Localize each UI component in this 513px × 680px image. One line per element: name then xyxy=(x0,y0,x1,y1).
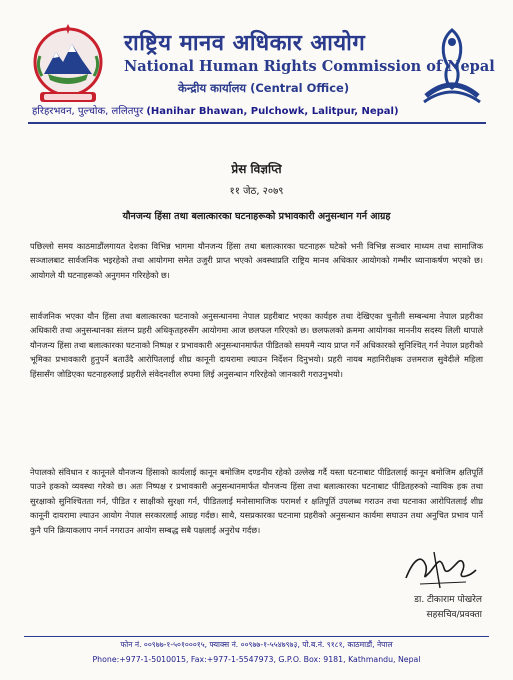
office-label: केन्द्रीय कार्यालय (Central Office) xyxy=(178,81,350,95)
footer-contact-nepali: फोन नं. ००९७७-१-५०१०००१५, फ्याक्स नं. ००९७७-१-५५४७९७३, पो.ब.नं. ९१८१, काठमाडौं, नेपाल xyxy=(120,640,393,649)
org-name-english: National Human Rights Commission of Nepal xyxy=(124,58,495,75)
address-nepali: हरिहरभवन, पुल्चोक, ललितपुर xyxy=(32,106,147,117)
nhrc-logo-icon xyxy=(420,22,484,106)
body-paragraph-1: पछिल्लो समय काठमाडौंलगायत देशका विभिन्न भागमा यौनजन्य हिंसा तथा बलात्कारका घटनाहरू घटेको भनी विभिन्न सञ्चार माध्यम तथा सामाजिक सञ्जालबाट सार्वजनिक भइरहेको तथा आयोगमा समेत उजुरी प्राप्त भएको अवस्थाप्रति राष्ट्रिय मानव अधिकार आयोगको गम्भीर ध्यानाकर्षण भएको छ। आयोगले यी घटनाहरूको अनुगमन गरिरहेको छ। xyxy=(30,241,483,280)
signatory-name: डा. टीकाराम पोखरेल xyxy=(414,595,482,605)
press-release-title: प्रेस विज्ञप्ति xyxy=(231,162,282,176)
header-divider xyxy=(28,122,486,124)
footer-contact-english: Phone:+977-1-5010015, Fax:+977-1-5547973, G.P.O. Box: 9181, Kathmandu, Nepal xyxy=(92,655,421,664)
press-release-date: ११ जेठ, २०७९ xyxy=(229,186,284,197)
nepal-emblem-icon xyxy=(30,22,106,108)
footer-divider xyxy=(24,636,489,637)
address-english: (Hanihar Bhawan, Pulchowk, Lalitpur, Nepal) xyxy=(146,106,399,117)
address-line xyxy=(32,103,399,117)
body-paragraph-3: नेपालको संविधान र कानूनले यौनजन्य हिंसाको कार्यलाई कानून बमोजिम दण्डनीय रहेको उल्लेख गर्दै यस्ता घटनाबाट पीडितलाई कानून बमोजिम क्षतिपूर्ति पाउने हकको व्यवस्था गरेको छ। अतः निष्पक्ष र प्रभावकारी अनुसन्धानमार्फत यौनजन्य हिंसा तथा बलात्कारका घटनाबाट पीडितहरुको न्यायिक हक तथा सुरक्षाको सुनिश्चितता गर्न, पीडित र साक्षीको सुरक्षा गर्न, पीडितलाई मनोसामाजिक परामर्श र क्षतिपूर्ति उपलब्ध गराउन तथा घटनाका आरोपितलाई शीघ्र कानूनी दायरामा ल्याउन आयोग नेपाल सरकारलाई आग्रह गर्दछ। साथै, यसप्रकारका घटनामा प्रहरीको अनुसन्धान कार्यमा सघाउन तथा अनुचित प्रभाव पार्ने कुनै पनि क्रियाकलाप नगर्न नगराउन आयोग सम्बद्ध सबै पक्षलाई अनुरोध गर्दछ। xyxy=(30,467,483,535)
signatory-title: सहसचिव/प्रवक्ता xyxy=(426,610,482,620)
org-name-nepali: राष्ट्रिय मानव अधिकार आयोग xyxy=(124,31,366,56)
handwritten-signature xyxy=(400,548,480,590)
body-paragraph-2: सार्वजनिक भएका यौन हिंसा तथा बलात्कारका घटनाको अनुसन्धानमा नेपाल प्रहरीबाट भएका कार्यहरु तथा देखिएका चुनौती सम्बन्धमा नेपाल प्रहरीका अधिकारी तथा अनुसन्धानका संलग्न प्रहरी अधिकृतहरुसँग आयोगमा आज छलफल गरिएको छ। छलफलको क्रममा आयोगका माननीय सदस्य लिली थापाले यौनजन्य हिंसा तथा बलात्कारका घटनाको निष्पक्ष र प्रभावकारी अनुसन्धानमार्फत पीडितको समयमै न्याय प्राप्त गर्ने अधिकारको सुनिश्चित् गर्न नेपाल प्रहरीको भूमिका प्रभावकारी हुनुपर्ने बताउँदै आरोपितलाई शीघ्र कानूनी दायरामा ल्याउन निर्देशन दिनुभयो। प्रहरी नायब महानिरीक्षक उत्तमराज सुवेदीले महिला हिंसासँग जोडिएका घटनाहरुलाई प्रहरीले संवेदनशील रुपमा लिई अनुसन्धान गरिरहेको जानकारी गराउनुभयो। xyxy=(30,311,483,379)
press-release-subject: यौनजन्य हिंसा तथा बलात्कारका घटनाहरूको प्रभावकारी अनुसन्धान गर्न आग्रह xyxy=(122,211,391,222)
